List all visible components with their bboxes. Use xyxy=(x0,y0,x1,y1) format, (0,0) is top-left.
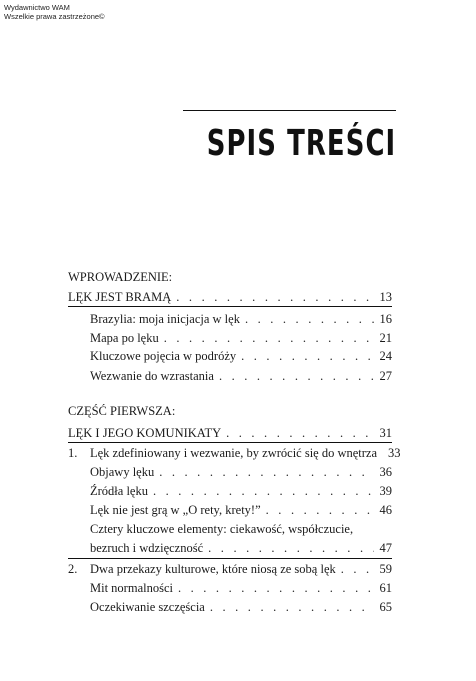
toc-entry-page: 33 xyxy=(388,446,401,460)
publisher-name: Wydawnictwo WAM xyxy=(4,3,70,12)
toc-entry-page: 47 xyxy=(379,541,392,555)
toc-entry-title: Dwa przekazy kulturowe, które niosą ze sobą lęk xyxy=(90,562,336,576)
toc-entry-title: Kluczowe pojęcia w podróży xyxy=(90,349,237,363)
toc-entry-page: 59 xyxy=(379,562,392,576)
toc-entry-page: 61 xyxy=(379,581,392,595)
section-divider xyxy=(68,442,392,443)
toc-subentry[interactable] xyxy=(90,579,392,597)
toc-subentry[interactable] xyxy=(90,463,392,481)
dot-leader xyxy=(266,501,374,519)
section-divider xyxy=(68,306,392,307)
toc-entry-title: Mit normalności xyxy=(90,581,173,595)
toc-entry-page: 39 xyxy=(379,484,392,498)
toc-entry-page: 46 xyxy=(379,503,392,517)
toc-entry-title: Objawy lęku xyxy=(90,465,155,479)
toc-entry-page: 36 xyxy=(379,465,392,479)
toc-entry-title: Źródła lęku xyxy=(90,484,148,498)
toc-entry-page: 27 xyxy=(379,369,392,383)
toc-subentry[interactable] xyxy=(90,347,392,365)
dot-leader xyxy=(159,463,373,481)
chapter-divider xyxy=(68,558,392,559)
toc-entry-page: 21 xyxy=(379,331,392,345)
toc-chapter-2[interactable] xyxy=(68,560,392,578)
toc-subentry-multiline-first[interactable] xyxy=(90,520,392,538)
page-title: SPIS TREŚCI xyxy=(206,123,396,164)
toc-subentry[interactable] xyxy=(90,501,392,519)
dot-leader xyxy=(219,367,374,385)
title-rule xyxy=(183,110,396,111)
toc-subentry[interactable] xyxy=(90,310,392,328)
publisher-notice xyxy=(4,3,105,21)
chapter-number: 2. xyxy=(68,562,78,576)
dot-leader xyxy=(341,560,374,578)
toc-entry-part1[interactable] xyxy=(68,424,392,442)
toc-entry-intro[interactable] xyxy=(68,288,392,306)
section-heading-part1-label: CZĘŚĆ PIERWSZA: xyxy=(68,404,176,418)
toc-entry-title: Wezwanie do wzrastania xyxy=(90,369,214,383)
dot-leader xyxy=(178,579,374,597)
toc-entry-title: Mapa po lęku xyxy=(90,331,159,345)
toc-entry-page: 24 xyxy=(379,349,392,363)
toc-entry-page: 65 xyxy=(379,600,392,614)
toc-subentry[interactable] xyxy=(90,598,392,616)
dot-leader xyxy=(241,347,373,365)
toc-entry-title: Brazylia: moja inicjacja w lęk xyxy=(90,312,240,326)
toc-entry-title-line2: bezruch i wdzięczność xyxy=(90,541,204,555)
toc-entry-page: 16 xyxy=(379,312,392,326)
toc-entry-title: LĘK I JEGO KOMUNIKATY xyxy=(68,426,222,440)
toc-entry-title-line1: Cztery kluczowe elementy: ciekawość, współczucie, xyxy=(90,522,354,536)
dot-leader xyxy=(208,539,373,557)
toc-subentry[interactable] xyxy=(90,367,392,385)
toc-entry-page: 31 xyxy=(379,426,392,440)
toc-entry-title: LĘK JEST BRAMĄ xyxy=(68,290,172,304)
dot-leader xyxy=(245,310,374,328)
toc-entry-page: 13 xyxy=(379,290,392,304)
toc-subentry[interactable] xyxy=(90,329,392,347)
dot-leader xyxy=(226,424,373,442)
section-heading-intro xyxy=(68,268,392,286)
toc-subentry-multiline-second[interactable] xyxy=(90,539,392,557)
toc-entry-title: Lęk zdefiniowany i wezwanie, by zwrócić się do wnętrza xyxy=(90,446,378,460)
toc-entry-title: Lęk nie jest grą w „O rety, krety!” xyxy=(90,503,261,517)
section-heading-intro-label: WPROWADZENIE: xyxy=(68,270,173,284)
toc-entry-title: Oczekiwanie szczęścia xyxy=(90,600,205,614)
copyright-notice: Wszelkie prawa zastrzeżone© xyxy=(4,12,105,21)
dot-leader xyxy=(153,482,374,500)
toc-subentry[interactable] xyxy=(90,482,392,500)
chapter-number: 1. xyxy=(68,446,78,460)
dot-leader xyxy=(164,329,374,347)
section-heading-part1 xyxy=(68,402,392,420)
dot-leader xyxy=(210,598,374,616)
dot-leader xyxy=(176,288,373,306)
toc-chapter-1[interactable] xyxy=(68,444,401,462)
